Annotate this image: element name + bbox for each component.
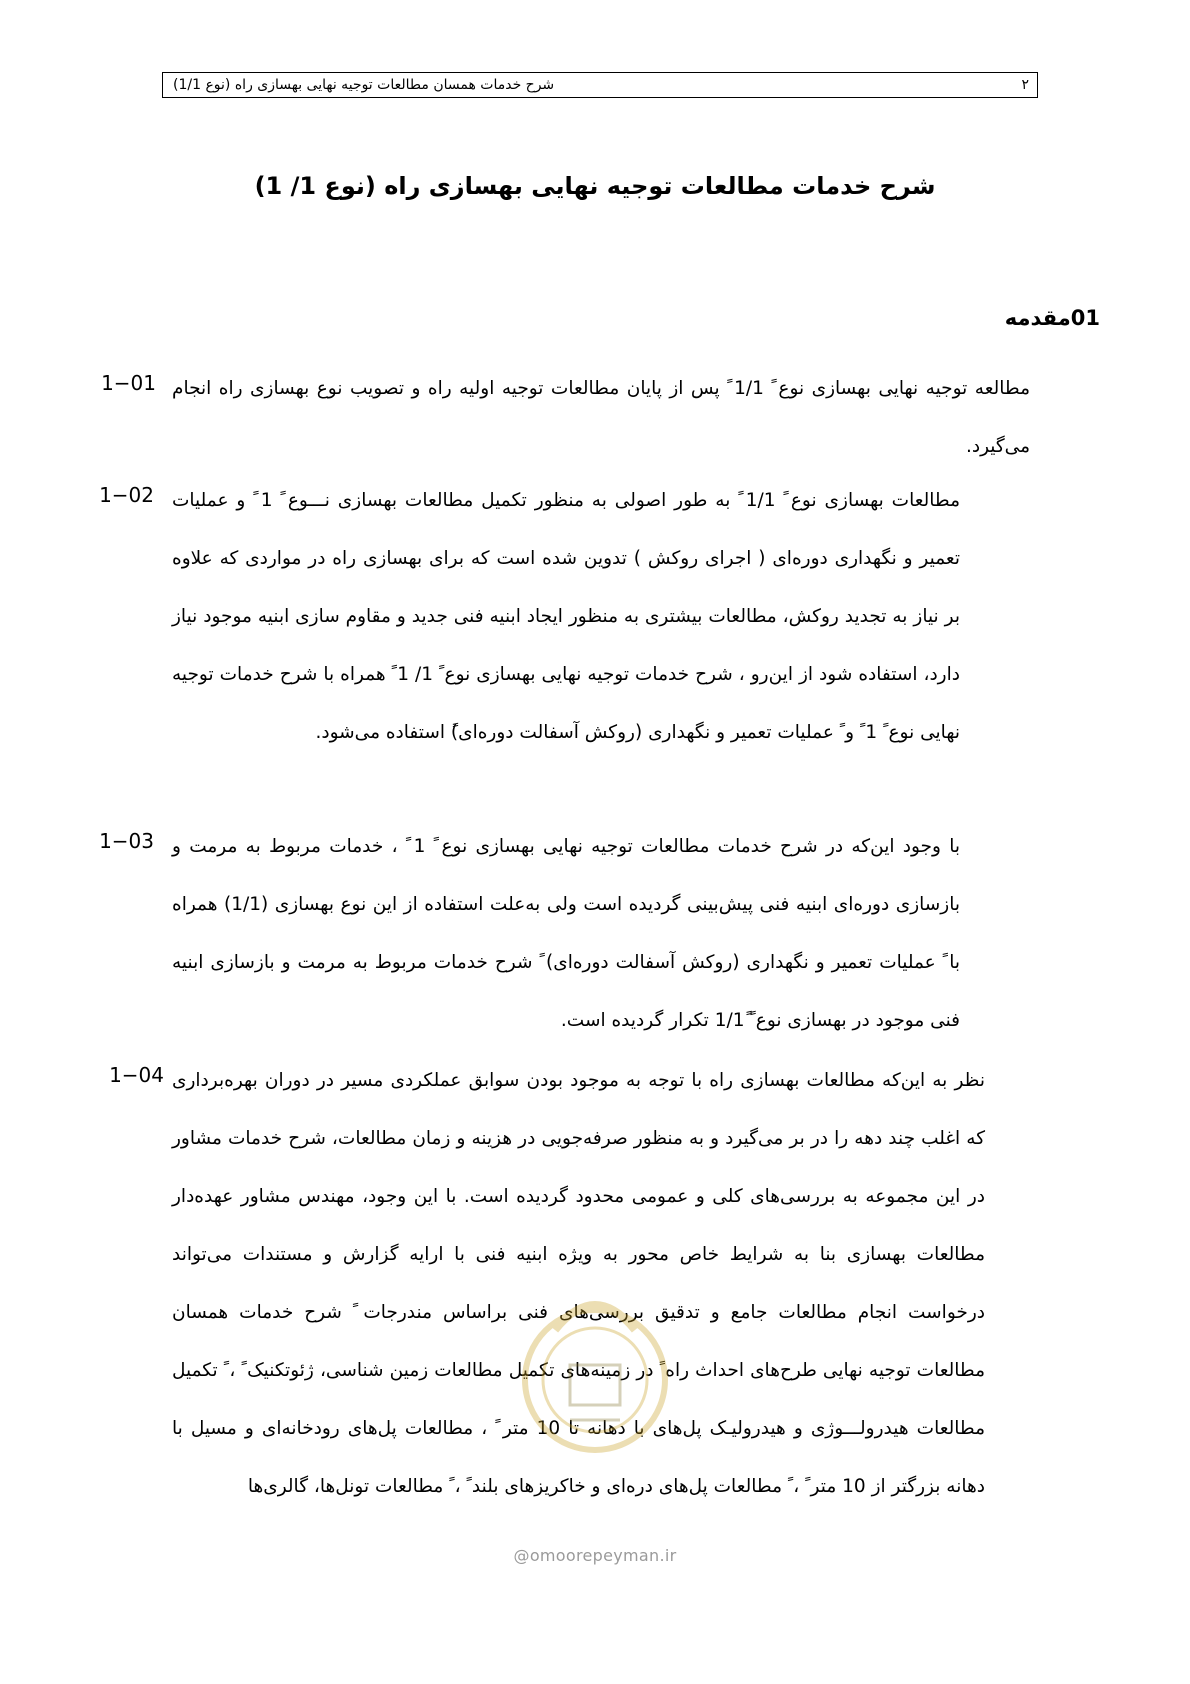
paragraph-number: 1−02 [99,483,154,507]
paragraph-3: با وجود این‌که در شرح خدمات مطالعات توجیه نهایی بهسازی نوع ً 1 ً ، خدمات مربوط به مرمت و بازسازی دوره‌ای ابنیه فنی پیش‌بینی گردیده است ولی به‌علت استفاده از این نوع بهسازی (1/1) همراه با ً عملیات تعمیر و نگهداری (روکش آسفالت دوره‌ای) ً شرح خدمات مربوط به مرمت و بازسازی ابنیه فنی موجود در بهسازی نوع ً 1/1ً تکرار گردیده است. [172,836,960,1031]
page-header [162,72,1038,98]
document-title: شرح خدمات مطالعات توجیه نهایی بهسازی راه (نوع 1/ 1) [254,172,936,200]
paragraph-number: 1−04 [109,1063,164,1087]
section-number: 01 [1070,306,1100,330]
paragraph-1: مطالعه توجیه نهایی بهسازی نوع ً 1/1 ً پس از پایان مطالعات توجیه اولیه راه و تصویب نوع بهسازی راه انجام می‌گیرد. [172,378,1030,457]
watermark-text: @omoorepeyman.ir [513,1546,677,1565]
paragraph-number: 1−01 [101,371,156,395]
paragraph-2: مطالعات بهسازی نوع ً 1/1 ً به طور اصولی به منظور تکمیل مطالعات بهسازی نـــوع ً 1 ً و عملیات تعمیر و نگهداری دوره‌ای ( اجرای روکش ) تدوین شده است که برای بهسازی راه در مواردی که علاوه بر نیاز به تجدید روکش، مطالعات بیشتری به منظور ایجاد ابنیه فنی جدید و مقاوم سازی ابنیه موجود نیاز دارد، استفاده شود از این‌رو ، شرح خدمات توجیه نهایی بهسازی نوع ً 1/ 1 ً همراه با شرح خدمات توجیه نهایی نوع ً 1 ً و ً عملیات تعمیر و نگهداری (روکش آسفالت دوره‌ای)ً استفاده می‌شود. [172,490,961,743]
page-number: ۲ [1021,77,1029,93]
header-title: شرح خدمات همسان مطالعات توجیه نهایی بهسازی راه (نوع 1/1) [173,77,555,93]
paragraph-number: 1−03 [99,829,154,853]
paragraph-4: نظر به این‌که مطالعات بهسازی راه با توجه به موجود بودن سوابق عملکردی مسیر در دوران بهره‌برداری که اغلب چند دهه را در بر می‌گیرد و به منظور صرفه‌جویی در هزینه و زمان مطالعات، شرح خدمات مشاور در این مجموعه به بررسی‌های کلی و عمومی محدود گردیده است. با این وجود، مهندس مشاور عهده‌دار مطالعات بهسازی بنا به شرایط خاص محور به ویژه ابنیه فنی با ارایه گزارش و مستندات می‌تواند درخواست انجام مطالعات جامع و تدقیق بررسی‌های فنی براساس مندرجات ً شرح خدمات همسان مطالعات توجیه نهایی طرح‌های احداث راه ً در زمینه‌های تکمیل مطالعات زمین شناسی، ژئوتکنیک ً ، ً تکمیل مطالعات هیدرولـــوژی و هیدرولیـک پل‌های با دهانه تا 10 متر ً ، مطالعات پل‌های رودخانه‌ای و مسیل با دهانه بزرگتر از 10 متر ً ، ً مطالعات پل‌های دره‌ای و خاکریزهای بلند ً ، ً مطالعات تونل‌ها، گالری‌ها [172,1070,985,1497]
section-heading [1005,306,1100,330]
watermark-logo-icon [500,1270,690,1470]
section-title: مقدمه [1004,306,1071,330]
